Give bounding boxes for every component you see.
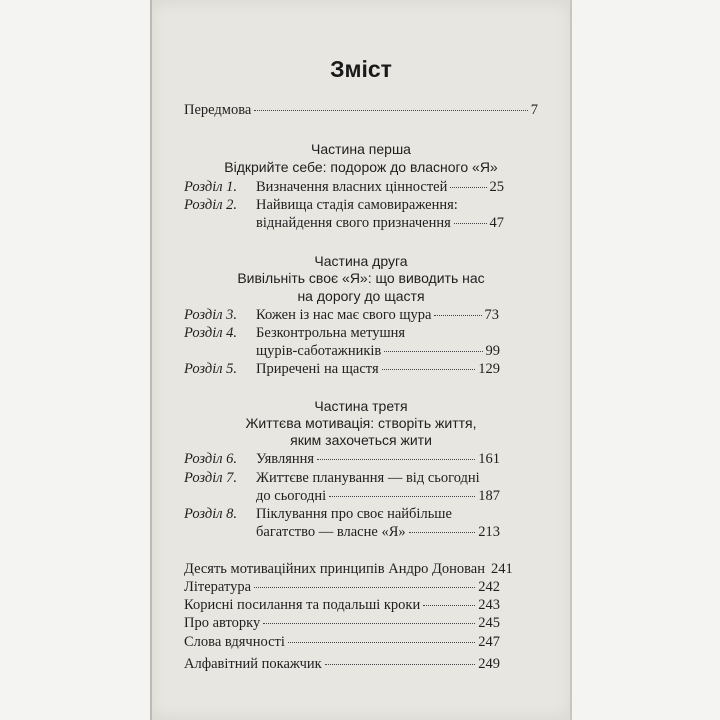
dot-leader [382,369,476,370]
chapter-number: Розділ 8. [184,506,238,522]
toc-entry-page: 25 [489,179,504,195]
part-subtitle: яким захочеться жити [290,432,432,448]
dot-leader [254,110,527,111]
toc-entry-chapter-2 [256,215,504,232]
toc-entry-label: Життєве планування — від сьогодні [256,470,480,486]
toc-entry-label: Алфавітний покажчик [184,656,322,672]
toc-entry-back-matter [184,561,513,578]
toc-entry-chapter-5 [256,361,500,378]
toc-entry-page: 245 [478,615,500,631]
toc-entry-label: віднайдення свого призначення [256,215,451,231]
dot-leader [423,605,475,606]
part-subtitle: на дорогу до щастя [297,288,425,304]
toc-entry-label: Про авторку [184,615,261,631]
toc-entry-back-matter [184,615,500,632]
part-subtitle: Вивільніть своє «Я»: що виводить нас [237,270,485,286]
toc-entry-chapter-1 [256,179,504,196]
toc-entry-preface [184,102,538,119]
chapter-number: Розділ 6. [184,451,238,467]
toc-entry-page: 249 [478,656,500,672]
toc-entry-label: Десять мотиваційних принципів Андро Донован [184,561,485,577]
toc-entry-page: 243 [478,597,500,613]
part-subtitle: Відкрийте себе: подорож до власного «Я» [224,159,498,175]
page-title: Зміст [330,56,392,82]
chapter-number: Розділ 2. [184,197,238,213]
toc-entry-page: 99 [485,343,500,359]
toc-entry-page: 241 [490,561,513,577]
toc-entry-page: 187 [478,488,500,504]
toc-entry-label: Уявляння [256,451,315,467]
dot-leader [450,187,486,188]
part-heading: Частина друга [314,253,408,269]
toc-entry-back-matter [184,634,500,651]
toc-entry-label: багатство — власне «Я» [256,524,406,540]
toc-entry-label: Література [184,579,252,595]
toc-entry-label: до сьогодні [256,488,327,504]
toc-entry-label: Передмова [184,102,252,118]
dot-leader [454,223,487,224]
toc-entry-page: 213 [478,524,500,540]
toc-entry-chapter-6 [256,451,500,468]
toc-entry-label: Безконтрольна метушня [256,325,406,341]
toc-entry-back-matter [184,579,500,596]
dot-leader [329,496,475,497]
toc-entry-label: Найвища стадія самовираження: [256,197,458,213]
toc-entry-label: Піклування про своє найбільше [256,506,452,522]
dot-leader [288,642,475,643]
toc-entry-back-matter [184,656,500,673]
toc-entry-page: 247 [478,634,500,650]
toc-entry-page: 73 [484,307,499,323]
part-subtitle: Життєва мотивація: створіть життя, [245,415,477,431]
chapter-number: Розділ 5. [184,361,238,377]
chapter-number: Розділ 4. [184,325,238,341]
toc-entry-chapter-8 [256,524,500,541]
dot-leader [254,587,475,588]
toc-entry-back-matter [184,597,500,614]
toc-entry-label: Приречені на щастя [256,361,379,377]
part-heading: Частина перша [311,141,411,157]
toc-entry-label: Корисні посилання та подальші кроки [184,597,421,613]
dot-leader [263,623,475,624]
toc-entry-label: Кожен із нас має свого щура [256,307,432,323]
part-heading: Частина третя [314,398,408,414]
toc-entry-chapter-7 [256,488,500,505]
toc-entry-page: 242 [478,579,500,595]
dot-leader [409,532,476,533]
toc-entry-page: 129 [478,361,500,377]
toc-entry-label: щурів-саботажників [256,343,382,359]
dot-leader [317,459,475,460]
toc-entry-page: 47 [489,215,504,231]
dot-leader [384,351,482,352]
toc-entry-chapter-4 [256,343,500,360]
toc-entry-chapter-3 [256,307,499,324]
toc-entry-page: 7 [530,102,538,118]
dot-leader [325,664,476,665]
book-page [150,0,572,720]
toc-entry-page: 161 [478,451,500,467]
toc-entry-label: Слова вдячності [184,634,285,650]
dot-leader [434,315,481,316]
chapter-number: Розділ 1. [184,179,238,195]
toc-entry-label: Визначення власних цінностей [256,179,448,195]
chapter-number: Розділ 7. [184,470,238,486]
chapter-number: Розділ 3. [184,307,238,323]
